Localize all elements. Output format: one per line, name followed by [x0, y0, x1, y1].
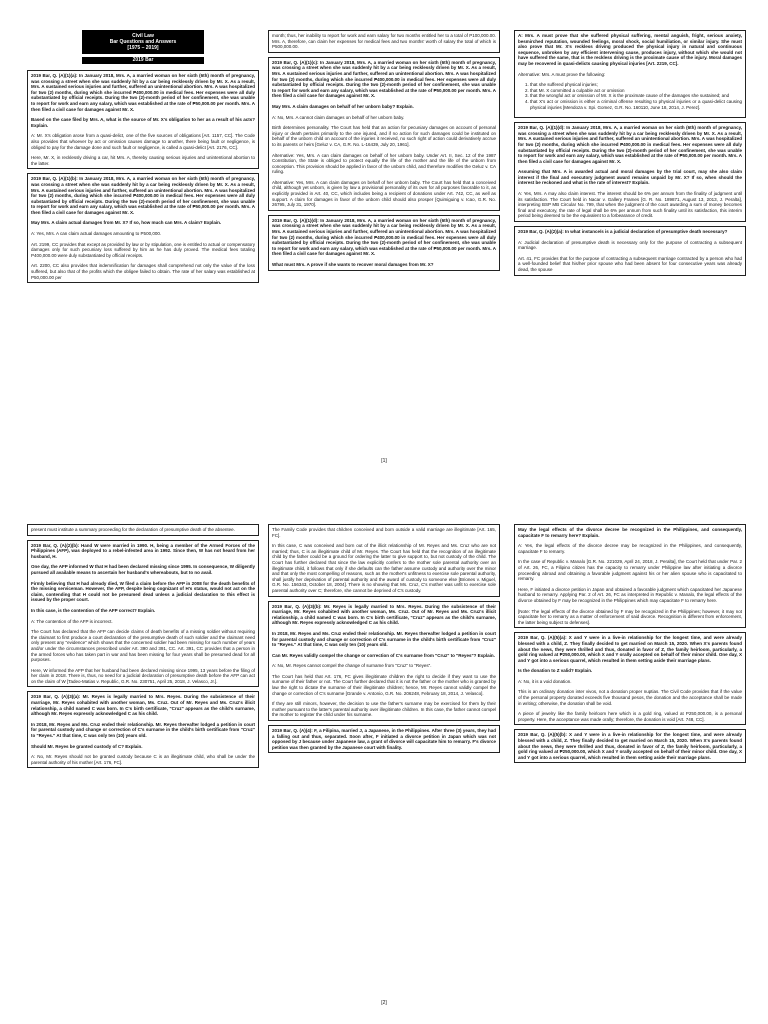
page1-column-2 — [268, 30, 500, 460]
column-content — [27, 70, 259, 283]
question-text: 2019 Bar, Q. (A)(1)(a): In January 2018, Mrs. A, a married woman on her sixth (6th) month of pregnancy, was crossing a street when she was suddenly hit by a car being recklessly driven by Mr. X. As a result, Mrs. A sustained serious injuries and further, suffered an unintentional abortion. Mrs. A was hospitalized for two (2) months, during which she incurred ₱400,000.00 in medical fees. Her expenses were all duly substantiated by official receipts. During the two (2)-month period of her confinement, she was unable to report for work and earn any salary, which was established at the rate of ₱50,000.00 per month. Mrs. A then filed a civil case for damages against Mr. X. — [31, 73, 255, 112]
requirements-list — [518, 82, 742, 110]
page2-column-1 — [27, 524, 259, 986]
list-item: 2. that Mr. X committed a culpable act or omission — [530, 88, 742, 94]
answer-text: A: No, Mrs. A cannot claim damages on behalf of her unborn baby. — [272, 114, 405, 120]
answer-text: Alternative: Yes, Mrs. A can claim damages on behalf of her unborn baby. The Court has held that a conceived child, although yet unborn, is given by law a provisional personality of its own for all purposes favorable to it, as explicitly provided in Art. 40, CC, which includes being a recipient of donations under Art. 742, CC, as well as support. A claim for damages in favor of the unborn child should also prosper [Quimiguing v. Icao, G.R. No. 26795, July 31, 1970]. — [272, 179, 496, 208]
page1-column-3 — [514, 30, 746, 460]
question-box — [27, 173, 259, 283]
question-box — [514, 226, 746, 276]
question-box — [514, 524, 746, 628]
section-year-heading: 2019 Bar — [82, 57, 204, 64]
page2-column-3 — [514, 524, 746, 986]
question-text: 2019 Bar, Q. (A)(5)(a): X and Y were in a live-in relationship for the longest time, and were already blessed with a child, Z. They finally decided to get married on March 15, 2020. When X's parents found about the news, they were thrilled and thus, donated in favor of Z, the family heirloom, particularly, a gold ring valued at ₱250,000.00, which X and Y orally accepted on behalf of their minor child. One day, X and Y got into a serious quarrel, which resulted in them setting aside their marriage plans. — [518, 635, 742, 663]
page-number: [1] — [381, 458, 387, 464]
answer-text: The Court has declared that the AFP can decide claims of death benefits of a missing soldier without requiring the claimant to first produce a court declaration of the presumptive death of such soldier and the claimant need only present any "evidence" which shows that the concerned soldier had been missing for such number of years and/or under the circumstances prescribed under Art. 390 and 391, CC. Art. 391, CC provides that a person in the armed forces who has taken part in war and has been missing for four years shall be presumed dead for all purposes. — [31, 629, 255, 663]
question-text: A: Mrs. A must prove that she suffered physical suffering, mental anguish, fright, serious anxiety, besmirched reputation, wounded feelings, moral shock, social humiliation, or similar injury. She must also prove that Mr. X's reckless driving produced the physical injury in natural and continuous sequence, unbroken by any efficient intervening cause, produces injury, without which she would not have suffered the same, that is the reckless driving is the proximate cause of the injury. Moral damages may be recovered in quasi-delicts causing physical injuries [Art. 2219, CC]. — [518, 33, 742, 66]
question-text: 2019 Bar, Q. (A)(1)(b): In January 2018, Mrs. A, a married woman on her sixth (6th) month of pregnancy, was crossing a street when she was suddenly hit by a car being recklessly driven by Mr. X. As a result, Mrs. A sustained serious injuries and further, suffered an unintentional abortion. Mrs. A was hospitalized for two (2) months, during which she incurred ₱400,000.00 in medical fees. Her expenses were all duly substantiated by official receipts. During the two (2)-month period of her confinement, she was unable to report for work and earn any salary, which was established at the rate of ₱50,000.00 per month. Mrs. A then filed a civil case for damages against Mr. X. — [31, 176, 255, 215]
question-text: Firmly believing that H had already died, W filed a claim before the AFP in 2008 for the death benefits of the missing serviceman. However, the AFP, despite being cognizant of H's status, would not act on the claim, contending that H could not be presumed dead unless a judicial declaration to this effect is issued by the proper court. — [31, 580, 255, 603]
answer-text: A: Yes, Mrs. A can claim actual damages amounting to P500,000. — [31, 231, 162, 237]
answer-text: In the case of Republic v. Manalo [G.R. No. 221029, April 24, 2018, J. Peralta], the Court held that under Par. 2 of Art. 26, FC, a Filipino citizen has the capacity to remarry under Philippine law after initiating a divorce proceeding abroad and obtaining a favorable judgment against his or her alien spouse who is capacitated to remarry. — [518, 559, 742, 582]
answer-text: The Family Code provides that children conceived and born outside a valid marriage are illegitimate [Art. 165, FC]. — [272, 527, 496, 538]
column-content — [268, 30, 500, 271]
question-text: Can Mr. Reyes validly compel the change or correction of C's surname from "Cruz" to "Reyes"? Explain. — [272, 652, 495, 658]
question-text: 2019 Bar, Q. (A)(1)(d): In January 2018, Mrs. A, a married woman on her sixth (6th) month of pregnancy, was crossing a street when she was suddenly hit by a car being recklessly driven by Mr. X. As a result, Mrs. A sustained serious injuries and further, suffered an unintentional abortion. Mrs. A was hospitalized for two (2) months, during which she incurred ₱400,000.00 in medical fees. Her expenses were all duly substantiated by official receipts. During the two (2)-month period of her confinement, she was unable to report for work and earn any salary, which was established at the rate of ₱50,000.00 per month. Mrs. A then filed a civil case for damages against Mr. X. — [518, 125, 742, 164]
answer-text: Here, Mr. X, in recklessly driving a car, hit Mrs. A, thereby causing serious injuries and unintentional abortion to the latter. — [31, 155, 255, 166]
question-text: May the legal effects of the divorce decree be recognized in the Philippines, and consequently, capacitate F to remarry here? Explain. — [518, 527, 742, 538]
answer-text: In this case, C was conceived and born out of the illicit relationship of Mr. Reyes and Ms. Cruz who are not married; thus, C is an illegitimate child of Mr. Reyes. The Court has held that the recognition of an illegitimate child by the father could be a ground for ordering the latter to give support to, but not custody of the child. The Court has further declared that since the law explicitly confers to the mother sole parental authority over an illegitimate child, it follows that only if she defaults can the father assume custody and authority over the minor and that only the most compelling of reasons, such as the mother's unfitness to exercise sole parental authority, shall justify her deprivation of parental authority and the award of custody to someone else [Briones v. Miguel, G.R. No. 156343, October 18, 2004]. There is no showing that Ms. Cruz, C's mother was unfit to exercise sole parental authority over C; therefore, she cannot be deprived of C's custody. — [272, 543, 496, 593]
answer-text: Here, W informed the AFP that her husband had been declared missing since 1995, 13 years before the filing of her claim in 2018. There is, thus, no need for a judicial declaration of presumptive death before the AFP can act on the claim of W [Tadeo-Matias v. Republic, G.R. No. 230751, April 25, 2018, J. Velasco, Jr.]. — [31, 667, 255, 684]
answer-text: This is an ordinary donation inter vivos, not a donation proper nuptias. The Civil Code provides that if the value of the personal property donated exceeds five thousand pesos, the donation and the acceptance shall be made in writing; otherwise, the donation shall be void. — [518, 689, 742, 706]
document-page-1 — [0, 0, 768, 502]
question-box — [514, 729, 746, 763]
answer-text: A piece of jewelry like the family heirloom here which is a gold ring, valued at P250,000.00, is a personal property. Here, the acceptance was made orally; therefore, the donation is void [Art. 748, CC]. — [518, 711, 742, 722]
question-text: Should Mr. Reyes be granted custody of C? Explain. — [31, 743, 143, 749]
page-number: [2] — [381, 1000, 387, 1006]
question-box — [27, 691, 259, 768]
question-text: Assuming that Mrs. A is awarded actual and moral damages by the trial court, may she also claim interest if the final and executory judgment award remains unpaid by Mr. X? If so, when should the interest be reckoned and what is the rate of interest? Explain. — [518, 169, 742, 186]
question-box — [268, 524, 500, 597]
page-gap — [0, 502, 768, 522]
question-box — [514, 30, 746, 118]
answer-text: Alternative: Yes, Mrs. A can claim damages on behalf of her unborn baby. Under Art. II, Sec. 12 of the 1987 Constitution, the State is obliged to protect equally the life of the mother and the life of the unborn from conception. This provision should be applied in favor of the unborn child, and therefore modifies the Geluz v. CA ruling. — [272, 152, 496, 175]
answer-text: month; thus, her inability to report for work and earn salary for two months entitled her to a total of P100,000.00. Mrs. A, therefore, can claim her expenses for medical fees and two months' worth of salary the total of which is P500,000.00. — [272, 33, 496, 50]
column-content — [268, 524, 500, 753]
answer-text: A: Judicial declaration of presumptive death is necessary only for the purpose of contracting a subsequent marriage. — [518, 239, 742, 251]
question-box — [514, 632, 746, 725]
answer-text: [Note: The legal effects of the divorce obtained by F may be recognized in the Philippines; however, it may not capacitate her to remarry as a matter of enforcement of said divorce. Recognition is different from enforcement, the latter being subject to defenses]. — [518, 608, 742, 625]
answer-text: Art. 2200, CC also provides that indemnification for damages shall comprehend not only the value of the loss suffered, but also that of the profits which the obligee failed to obtain. The rate of her salary was established at P50,000.00 per — [31, 263, 255, 280]
answer-text: Here, F initiated a divorce petition in Japan and obtained a favorable judgment which capacitated her Japanese husband to remarry. Applying Par. 2 of Art. 26, FC as interpreted in Republic v. Manalo, the legal effects of the divorce obtained by F may be recognized in the Philippines which may capacitate F to remarry here. — [518, 586, 742, 603]
list-item: 1. that she suffered physical injuries; — [530, 82, 742, 88]
question-text: In this case, is the contention of the AFP correct? Explain. — [31, 607, 156, 613]
question-text: 2019 Bar, Q. (A)(2)(a): In what instance/s is a judicial declaration of presumptive death necessary? — [518, 229, 728, 235]
question-text: 2019 Bar, Q. (A)(2)(b): Hand W were married in 1990. H, being a member of the Armed Forces of the Philippines (AFP), was deployed to a rebel-infested area in 1992. Since then, W has not heard from her husband, H. — [31, 542, 255, 559]
question-box — [27, 70, 259, 169]
answer-text: The Court has held that Art. 176, FC gives illegitimate children the right to decide if they want to use the surname of their father or not. The Court further declared that it is not the father or the mother who is granted by law the right to dictate the surname of their illegitimate children; hence, Mr. Reyes cannot validly compel the change or correction of C's surname [Grande v. Antonio, G.R. No. 206248, February 18, 2014, J. Velasco]. — [272, 673, 496, 696]
question-text: Based on the case filed by Mrs. A, what is the source of Mr. X's obligation to her as a result of his acts? Explain. — [31, 117, 255, 128]
answer-text: Alternative: Mrs. A must prove the following: — [518, 71, 606, 77]
question-box — [268, 215, 500, 271]
page1-column-1 — [27, 30, 259, 460]
question-text: 2019 Bar, Q. (A)(4): F, a Filipina, married J, a Japanese, in the Philippines. After three (3) years, they had a falling out and thus, separated. Soon after, F initiated a divorce petition in Japan which was not opposed by J because under Japanese law, a grant of divorce will capacitate him to remarry. F's divorce petition was then granted by the Japanese court with finality. — [272, 728, 496, 750]
answer-text: A: Yes, Mrs. A may also claim interest. The interest should be 6% per annum from the finality of judgment until its satisfaction. The Court held in Nacar v. Gallery Frames [G. R. No. 189871, August 13, 2013, J. Peralta], interpreting BSP MB Circular No. 799, that when the judgment of the court awarding a sum of money becomes final and executory, the rate of legal shall be 6% per annum from such finality until its satisfaction, this interim period being deemed to be the equivalent to a forbearance of credit. — [518, 191, 742, 219]
question-text: May Mrs. A claim damages on behalf of her unborn baby? Explain. — [272, 103, 414, 109]
answer-text: present must institute a summary proceeding for the declaration of presumptive death of the absentee. — [31, 527, 235, 532]
answer-text: Birth determines personality. The Court has held that an action for pecuniary damages on account of personal injury or death pertains primarily to the one injured, and if no action for such damages could be instituted on behalf of the unborn child on account of the injuries it received, no such right of action could derivatively accrue to its parents or heirs [Geluz v. CA, G.R. No. L-16439, July 20, 1961]. — [272, 125, 496, 147]
title-subject: Civil Law — [132, 33, 154, 39]
question-text: May Mrs. A claim actual damages from Mr. X? If so, how much can Mrs. A claim? Explain. — [31, 220, 222, 226]
question-box — [27, 540, 259, 688]
question-text: 2019 Bar, Q. (A)(3)(b): Mr. Reyes is legally married to Mrs. Reyes. During the subsistence of their marriage, Mr. Reyes cohabited with another woman, Ms. Cruz. Out of Mr. Reyes and Ms. Cruz's illicit relationship, a child named C was born. In C's birth certificate, "Cruz" appears as the child's surname, although Mr. Reyes expressly acknowledged C as his child. — [272, 603, 496, 626]
column-content — [27, 524, 259, 768]
question-box — [268, 601, 500, 722]
title-years: [1975 – 2019] — [127, 45, 159, 51]
question-text: In 2018, Mr. Reyes and Ms. Cruz ended their relationship. Mr. Reyes thereafter lodged a petition in court for parental custody and change or correction of C's surname in the child's birth certificate from "Cruz" to "Reyes." At that time, C was only ten (10) years old. — [31, 721, 255, 739]
answer-text: Art. 41, FC provides that for the purpose of contracting a subsequent marriage contracted by a person who had a well-founded belief that his/her prior spouse who had been absent for four consecutive years was already dead, the spouse — [518, 255, 742, 272]
list-item: 3. that the wrongful act or omission of Mr. X is the proximate cause of the damages she sustained; and — [530, 93, 742, 99]
answer-text: A: No, it is a void donation. — [518, 678, 572, 684]
document-title-block — [82, 30, 204, 54]
question-text: What must Mrs. A prove if she wants to recover moral damages from Mr. X? — [272, 262, 434, 267]
answer-text: A: Yes, the legal effects of the divorce decree may be recognized in the Philippines, and consequently, capacitate F to remarry. — [518, 543, 742, 554]
question-text: In 2018, Mr. Reyes and Ms. Cruz ended their relationship. Mr. Reyes thereafter lodged a petition in court for parental custody and change or correction of C's surname in the child's birth certificate from "Cruz" to "Reyes." At that time, C was only ten (10) years old. — [272, 630, 496, 648]
list-item: 4. that X's act or omission is either a criminal offense resulting to physical injuries or a quasi-delict causing physical injuries [Mendoza v. Spi. Gomez, G.R. No. 160110, June 18, 2014, J. Perez]. — [530, 99, 742, 110]
answer-text: A: Mr. X's obligation arose from a quasi-delict, one of the five sources of obligations [Art. 1157, CC]. The Code also provides that whoever by act or omission causes damage to another, there being fault or negligence, is obliged to pay for the damage done and such fault or negligence, is called a quasi-delict [Art. 2176, CC]. — [31, 133, 255, 150]
question-box — [514, 122, 746, 222]
answer-text: A: No, Mr. Reyes cannot compel the change of surname from "Cruz" to "Reyes". — [272, 663, 432, 669]
page2-column-2 — [268, 524, 500, 986]
title-main: Bar Questions and Answers — [109, 39, 177, 45]
question-box — [268, 725, 500, 753]
column-content — [514, 30, 746, 276]
question-text: 2019 Bar, Q. (A)(3)(a): Mr. Reyes is legally married to Mrs. Reyes. During the subsistence of their marriage, Mr. Reyes cohabited with another woman, Ms. Cruz. Out of Mr. Reyes and Ms. Cruz's illicit relationship, a child named C was born. In C's birth certificate, "Cruz" appears as the child's surname, although Mr. Reyes expressly acknowledged C as his child. — [31, 694, 255, 717]
question-box — [268, 57, 500, 211]
answer-text: A: No, Mr. Reyes should not be granted custody because C is an illegitimate child, who shall be under the parental authority of his mother [Art. 176, FC]. — [31, 754, 255, 765]
question-text: 2019 Bar, Q. (A)(5)(b): X and Y were in a live-in relationship for the longest time, and were already blessed with a child, Z. They finally decided to get married on March 15, 2020. When X's parents found about the news, they were thrilled and thus, donated in favor of Z, the family heirloom, particularly, a gold ring valued at ₱250,000.00, which X and Y orally accepted on behalf of their minor child. One day, X and Y got into a serious quarrel, which resulted in them setting aside their marriage plans. — [518, 732, 742, 760]
answer-text: Art. 2199, CC provides that except as provided by law or by stipulation, one is entitled to actual or compensatory damages only for such pecuniary loss suffered by him as he has duly proved. The medical fees totaling P400,000.00 were duly substantiated by official receipts. — [31, 241, 255, 258]
answer-text: If they are still minors, however, the decision to use the father's surname may be exercised for them by their mother pursuant to the latter's parental authority over illegitimate children. In this case, the father cannot compel the mother to register the child under his surname. — [272, 701, 496, 718]
column-content — [514, 524, 746, 763]
question-text: 2019 Bar, Q. (A)(1)(d): In January 2018, Mrs. A, a married woman on her sixth (6th) month of pregnancy, was crossing a street when she was suddenly hit by a car being recklessly driven by Mr. X. As a result, Mrs. A sustained serious injuries and further, suffered an unintentional abortion. Mrs. A was hospitalized for two (2) months, during which she incurred ₱400,000.00 in medical fees. Her expenses were all duly substantiated by official receipts. During the two (2)-month period of her confinement, she was unable to report for work and earn any salary, which was established at the rate of ₱50,000.00 per month. Mrs. A then filed a civil case for damages against Mr. X. — [272, 217, 496, 257]
question-text: Is the donation to Z valid? Explain. — [518, 668, 593, 674]
question-box — [268, 30, 500, 53]
document-page-2 — [0, 522, 768, 1024]
answer-text: A: The contention of the AFP is incorrect. — [31, 618, 113, 624]
question-box — [27, 524, 259, 536]
question-text: One day, the AFP informed W that H had been declared missing since 1995. In consequence, W diligently pursued all available means to ascertain her husband's whereabouts, but to no avail. — [31, 564, 255, 575]
question-text: 2019 Bar, Q. (A)(1)(c): In January 2018, Mrs. A, a married woman on her sixth (6th) month of pregnancy, was crossing a street when she was suddenly hit by a car being recklessly driven by Mr. X. As a result, Mrs. A sustained serious injuries and further, suffered an unintentional abortion. Mrs. A was hospitalized for two (2) months, during which she incurred ₱400,000.00 in medical fees. Her expenses were all duly substantiated by official receipts. During the two (2)-month period of her confinement, she was unable to report for work and earn any salary, which was established at the rate of ₱50,000.00 per month. Mrs. A then filed a civil case for damages against Mr. X. — [272, 59, 496, 99]
